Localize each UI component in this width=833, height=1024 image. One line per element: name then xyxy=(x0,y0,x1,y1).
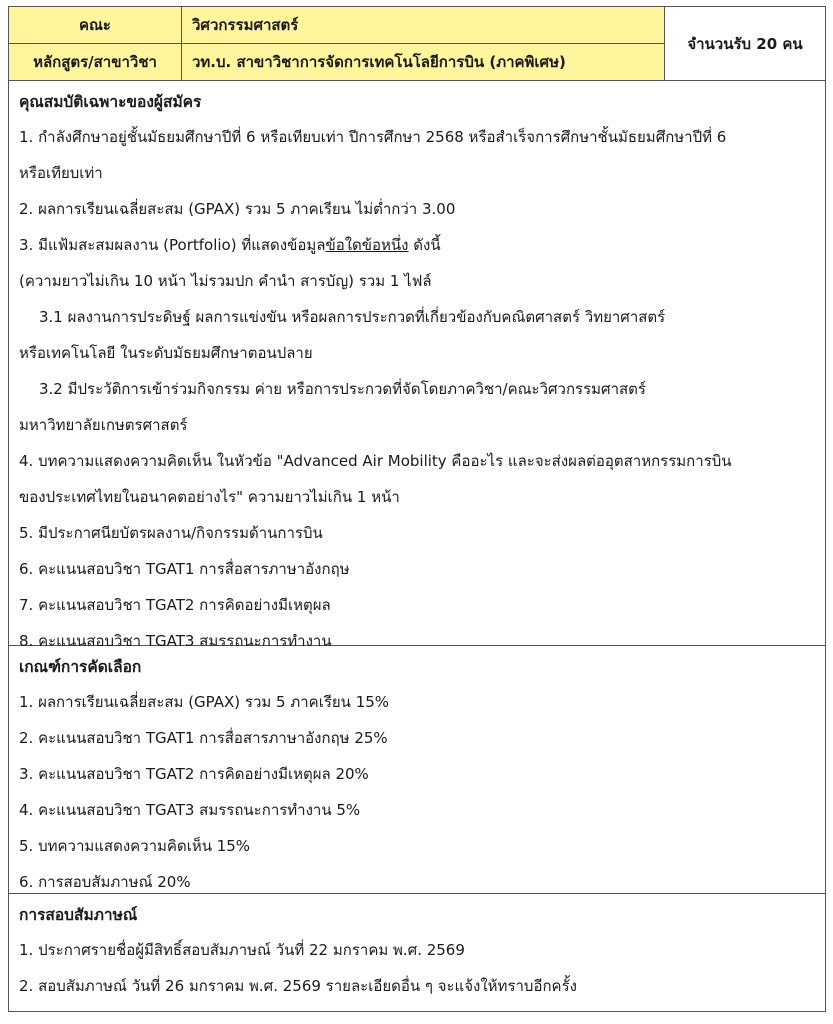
qualifications-title: คุณสมบัติเฉพาะของผู้สมัคร xyxy=(19,93,202,111)
list-item: 1. ประกาศรายชื่อผู้มีสิทธิ์สอบสัมภาษณ์ วันที่ 22 มกราคม พ.ศ. 2569 xyxy=(19,941,465,959)
header-table xyxy=(8,6,826,81)
list-item: 8. คะแนนสอบวิชา TGAT3 สมรรถนะการทำงาน xyxy=(19,632,332,650)
list-item: มหาวิทยาลัยเกษตรศาสตร์ xyxy=(19,416,188,434)
list-item xyxy=(19,227,815,263)
portfolio-text: 3. มีแฟ้มสะสมผลงาน (Portfolio) ที่แสดงข้อมูล xyxy=(19,236,326,254)
list-item: 4. บทความแสดงความคิดเห็น ในหัวข้อ "Advanced Air Mobility คืออะไร และจะส่งผลต่ออุตสาหกรรมการบิน xyxy=(19,452,732,470)
portfolio-underlined: ข้อใดข้อหนึ่ง xyxy=(325,236,409,254)
list-item: 2. ผลการเรียนเฉลี่ยสะสม (GPAX) รวม 5 ภาคเรียน ไม่ต่ำกว่า 3.00 xyxy=(19,200,456,218)
list-item: 7. คะแนนสอบวิชา TGAT2 การคิดอย่างมีเหตุผล xyxy=(19,596,331,614)
program-value: วท.บ. สาขาวิชาการจัดการเทคโนโลยีการบิน (ภาคพิเศษ) xyxy=(182,44,665,81)
list-item: 5. มีประกาศนียบัตรผลงาน/กิจกรรมด้านการบิน xyxy=(19,524,323,542)
interview-section xyxy=(8,894,826,1012)
list-item: 4. คะแนนสอบวิชา TGAT3 สมรรถนะการทำงาน 5% xyxy=(19,801,361,819)
list-item: 2. สอบสัมภาษณ์ วันที่ 26 มกราคม พ.ศ. 2569 รายละเอียดอื่น ๆ จะแจ้งให้ทราบอีกครั้ง xyxy=(19,977,577,995)
list-item: 3.2 มีประวัติการเข้าร่วมกิจกรรม ค่าย หรือการประกวดที่จัดโดยภาควิชา/คณะวิศวกรรมศาสตร์ xyxy=(39,380,646,398)
list-item: 6. การสอบสัมภาษณ์ 20% xyxy=(19,873,191,891)
list-item: หรือเทียบเท่า xyxy=(19,164,103,182)
list-item: 1. กำลังศึกษาอยู่ชั้นมัธยมศึกษาปีที่ 6 หรือเทียบเท่า ปีการศึกษา 2568 หรือสำเร็จการศึกษาชั้นมัธยมศึกษาปีที่ 6 xyxy=(19,128,727,146)
list-item: ของประเทศไทยในอนาคตอย่างไร" ความยาวไม่เกิน 1 หน้า xyxy=(19,488,400,506)
list-item: 2. คะแนนสอบวิชา TGAT1 การสื่อสารภาษาอังกฤษ 25% xyxy=(19,729,388,747)
list-item: 3. คะแนนสอบวิชา TGAT2 การคิดอย่างมีเหตุผล 20% xyxy=(19,765,369,783)
faculty-label: คณะ xyxy=(9,7,182,44)
list-item: 3.1 ผลงานการประดิษฐ์ ผลการแข่งขัน หรือผลการประกวดที่เกี่ยวข้องกับคณิตศาสตร์ วิทยาศาสตร์ xyxy=(39,308,666,326)
admission-sheet xyxy=(8,6,826,1012)
portfolio-tail: ดังนี้ xyxy=(408,236,441,254)
criteria-title: เกณฑ์การคัดเลือก xyxy=(19,658,142,676)
faculty-value: วิศวกรรมศาสตร์ xyxy=(182,7,665,44)
quota-cell: จำนวนรับ 20 คน xyxy=(665,7,826,81)
program-label: หลักสูตร/สาขาวิชา xyxy=(9,44,182,81)
list-item: หรือเทคโนโลยี ในระดับมัธยมศึกษาตอนปลาย xyxy=(19,344,313,362)
list-item: (ความยาวไม่เกิน 10 หน้า ไม่รวมปก คำนำ สารบัญ) รวม 1 ไฟล์ xyxy=(19,272,432,290)
list-item: 1. ผลการเรียนเฉลี่ยสะสม (GPAX) รวม 5 ภาคเรียน 15% xyxy=(19,693,390,711)
qualifications-section xyxy=(8,81,826,650)
list-item: 6. คะแนนสอบวิชา TGAT1 การสื่อสารภาษาอังกฤษ xyxy=(19,560,350,578)
interview-title: การสอบสัมภาษณ์ xyxy=(19,906,138,924)
list-item: 5. บทความแสดงความคิดเห็น 15% xyxy=(19,837,251,855)
criteria-section xyxy=(8,646,826,894)
